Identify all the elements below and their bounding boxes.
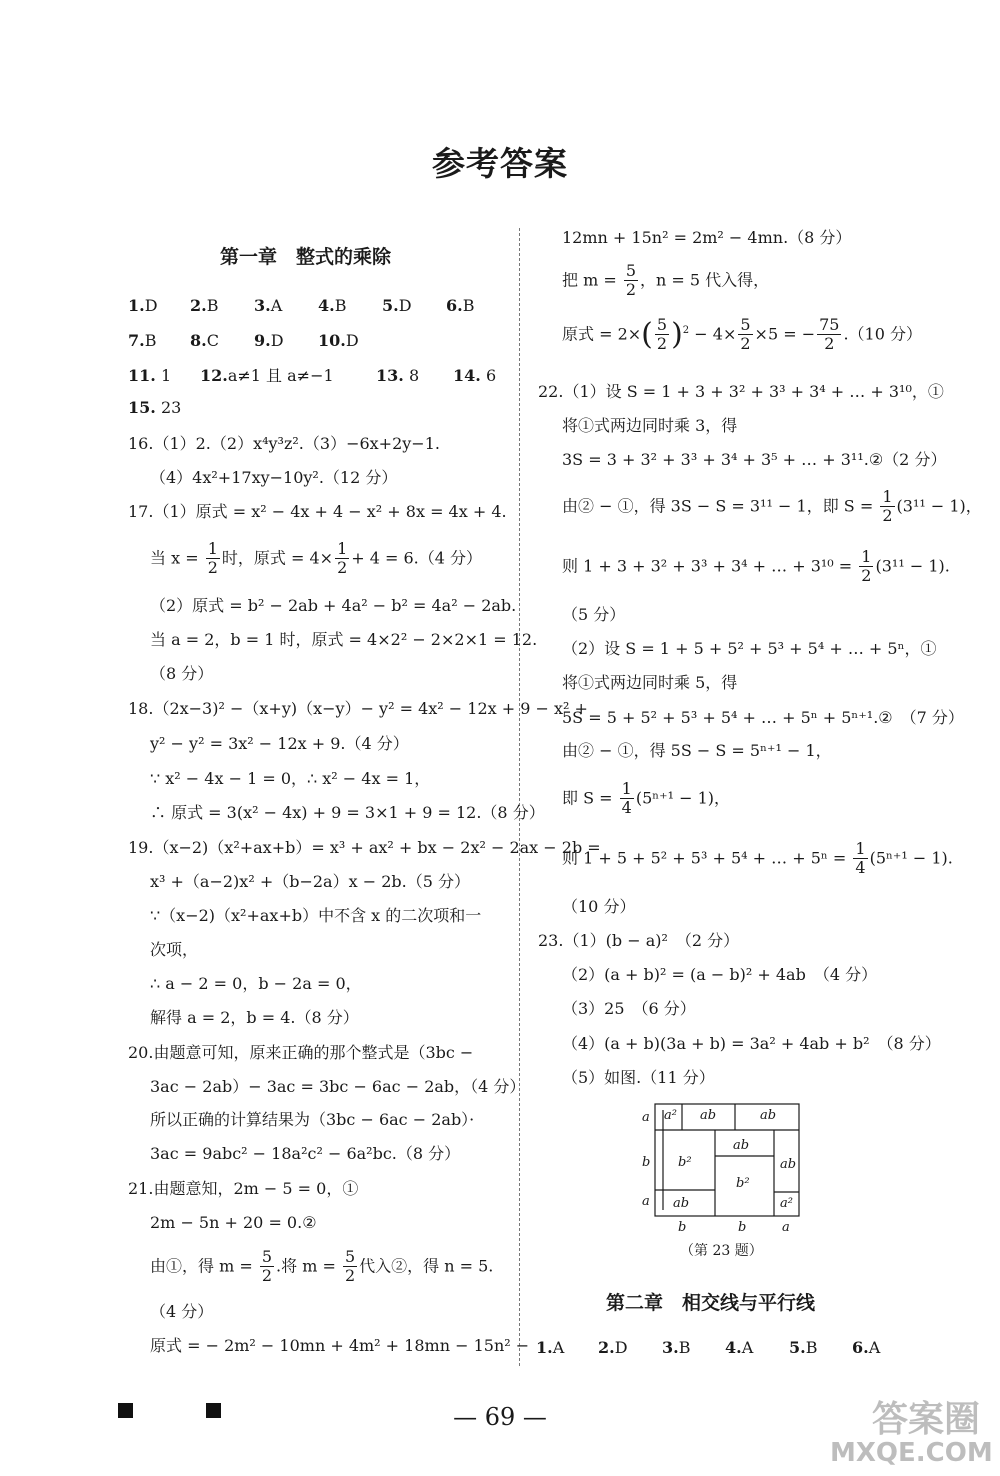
q22-line-13: （10 分）: [562, 897, 636, 916]
diagram-label: b²: [678, 1155, 692, 1170]
q17-line-4: 当 a = 2，b = 1 时，原式 = 4×2² − 2×2×1 = 12.: [150, 630, 538, 649]
q20-line-3: 所以正确的计算结果为（3bc − 6ac − 2ab）·: [150, 1110, 475, 1129]
fraction: $\frac{5}{2}$: [656, 315, 668, 354]
diagram-label: a²: [780, 1196, 793, 1211]
ch2-answer-4: 4.A: [725, 1338, 754, 1357]
page-title: 参考答案: [432, 144, 568, 183]
fraction: $\frac{5}{2}$: [344, 1247, 356, 1286]
diagram-label: b: [678, 1220, 687, 1235]
q23-line-5: （5）如图.（11 分）: [562, 1068, 715, 1087]
diagram-label: ab: [733, 1138, 750, 1153]
diagram-label: a: [782, 1220, 790, 1235]
chapter-2-heading: 第二章 相交线与平行线: [606, 1292, 816, 1314]
column-divider: [519, 228, 520, 1366]
ch2-mcq-row: [536, 1340, 916, 1360]
q16-line-2: （4）4x²+17xy−10y².（12 分）: [150, 468, 398, 487]
diagram-label: b: [738, 1220, 747, 1235]
fraction: $\frac{1}{2}$: [861, 547, 872, 586]
diagram-label: ab: [673, 1196, 690, 1211]
q20-line-2: 3ac − 2ab）− 3ac = 3bc − 6ac − 2ab，（4 分）: [150, 1077, 526, 1096]
answer-7: 7.B: [128, 331, 157, 350]
fraction: $\frac{75}{2}$: [819, 315, 840, 354]
fill-row: [128, 368, 498, 388]
chapter-1-heading: 第一章 整式的乘除: [220, 246, 392, 268]
q23-line-4: （4）(a + b)(3a + b) = 3a² + 4ab + b² （8 分）: [562, 1034, 941, 1053]
fraction: $\frac{1}{2}$: [337, 539, 348, 578]
diagram-label: b: [642, 1155, 651, 1170]
diagram-label: ab: [700, 1108, 717, 1123]
q21-line-1: 21.由题意知，2m − 5 = 0，①: [128, 1179, 359, 1198]
ch2-answer-2: 2.D: [598, 1338, 628, 1357]
q21-line-6: 12mn + 15n² = 2m² − 4mn.（8 分）: [562, 228, 852, 247]
page-number: — 69 —: [453, 1403, 547, 1431]
q22-line-7: （2）设 S = 1 + 5 + 5² + 5³ + 5⁴ + … + 5ⁿ，①: [562, 639, 937, 658]
diagram-label: b²: [736, 1176, 750, 1191]
diagram-caption: （第 23 题）: [680, 1243, 763, 1259]
q22-line-6: （5 分）: [562, 605, 626, 624]
q22-line-8: 将①式两边同时乘 5，得: [562, 673, 738, 692]
q23-line-1: 23.（1）(b − a)² （2 分）: [538, 931, 740, 950]
q19-line-1: 19.（x−2)（x²+ax+b）= x³ + ax² + bx − 2x² − 2ax − 2b =: [128, 838, 601, 857]
answer-3: 3.A: [254, 296, 283, 315]
q22-line-5: 则 1 + 3 + 3² + 3³ + 3⁴ + … + 3¹⁰ = $\frac{1}{2}$ (3¹¹ − 1).: [562, 547, 950, 586]
watermark-logo: 答案圈 MXQE.COM: [830, 1399, 993, 1468]
q18-line-3: ∵ x² − 4x − 1 = 0，∴ x² − 4x = 1，: [150, 769, 431, 788]
area-diagram: [640, 1100, 810, 1260]
q22-line-9: 5S = 5 + 5² + 5³ + 5⁴ + … + 5ⁿ + 5ⁿ⁺¹.② （7 分）: [562, 708, 964, 727]
q21-line-5: 原式 = − 2m² − 10mn + 4m² + 18mn − 15n² −: [150, 1336, 530, 1355]
q21-line-3: 由①，得 m = $\frac{5}{2}$ .将 m = $\frac{5}{2}$ 代入②，得 n = 5.: [150, 1247, 494, 1286]
fraction: $\frac{5}{2}$: [261, 1247, 273, 1286]
q22-line-11: 即 S = $\frac{1}{4}$ (5ⁿ⁺¹ − 1)，: [562, 779, 731, 818]
answer-11: 11. 1: [128, 366, 172, 385]
q19-line-5: ∴ a − 2 = 0，b − 2a = 0，: [150, 974, 362, 993]
q22-line-4: 由② − ①，得 3S − S = 3¹¹ − 1，即 S = $\frac{1}{2}$ (3¹¹ − 1)，: [562, 487, 982, 526]
q21-line-2: 2m − 5n + 20 = 0.②: [150, 1213, 317, 1232]
q22-line-1: 22.（1）设 S = 1 + 3 + 3² + 3³ + 3⁴ + … + 3¹⁰，①: [538, 382, 944, 401]
answer-4: 4.B: [318, 296, 347, 315]
q19-line-3: ∵（x−2)（x²+ax+b）中不含 x 的二次项和一: [150, 906, 482, 925]
answer-9: 9.D: [254, 331, 284, 350]
diagram-label: ab: [780, 1157, 797, 1172]
fraction: $\frac{1}{4}$: [621, 779, 632, 818]
answer-15: 15. 23: [128, 398, 182, 417]
q17-line-1: 17.（1）原式 = x² − 4x + 4 − x² + 8x = 4x + 4.: [128, 502, 507, 521]
q22-line-10: 由② − ①，得 5S − S = 5ⁿ⁺¹ − 1，: [562, 741, 832, 760]
fraction: $\frac{5}{2}$: [625, 261, 637, 300]
q19-line-2: x³ +（a−2)x² +（b−2a）x − 2b.（5 分）: [150, 872, 470, 891]
diagram-label: a: [642, 1194, 650, 1209]
ch2-answer-3: 3.B: [662, 1338, 691, 1357]
q18-line-4: ∴ 原式 = 3(x² − 4x) + 9 = 3×1 + 9 = 12.（8 分）: [150, 803, 545, 822]
ch2-answer-5: 5.B: [789, 1338, 818, 1357]
answer-13: 13. 8: [376, 366, 420, 385]
ch2-answer-1: 1.A: [536, 1338, 565, 1357]
mcq-row-1: [128, 298, 488, 318]
answer-12: 12.a≠1 且 a≠−1: [200, 366, 334, 385]
q17-line-5: （8 分）: [150, 664, 214, 683]
answer-8: 8.C: [190, 331, 219, 350]
area-diagram-svg: [640, 1100, 810, 1260]
diagram-label: ab: [760, 1108, 777, 1123]
q17-line-2: 当 x = $\frac{1}{2}$ 时，原式 = 4× $\frac{1}{2}$ + 4 = 6.（4 分）: [150, 539, 483, 578]
q20-line-1: 20.由题意可知，原来正确的那个整式是（3bc −: [128, 1043, 474, 1062]
q22-line-2: 将①式两边同时乘 3，得: [562, 416, 738, 435]
q17-line-3: （2）原式 = b² − 2ab + 4a² − b² = 4a² − 2ab.: [150, 596, 517, 615]
q19-line-6: 解得 a = 2，b = 4.（8 分）: [150, 1008, 359, 1027]
q21-line-7: 把 m = $\frac{5}{2}$ ，n = 5 代入得，: [562, 261, 770, 300]
q22-line-12: 则 1 + 5 + 5² + 5³ + 5⁴ + … + 5ⁿ = $\frac{1}{4}$ (5ⁿ⁺¹ − 1).: [562, 839, 953, 878]
q19-line-4: 次项，: [150, 940, 199, 959]
q23-line-3: （3）25 （6 分）: [562, 999, 696, 1018]
q21-line-8: 原式 = 2×( $\frac{5}{2}$ )$^2$ − 4× $\frac{5}{2}$ ×5 = − $\frac{75}{2}$ .（10 分）: [562, 315, 923, 354]
q21-line-4: （4 分）: [150, 1302, 214, 1321]
q20-line-4: 3ac = 9abc² − 18a²c² − 6a²bc.（8 分）: [150, 1144, 461, 1163]
answer-2: 2.B: [190, 296, 219, 315]
ch2-answer-6: 6.A: [852, 1338, 881, 1357]
answer-6: 6.B: [446, 296, 475, 315]
answer-14: 14. 6: [453, 366, 497, 385]
diagram-label: a: [642, 1110, 650, 1125]
q18-line-2: y² − y² = 3x² − 12x + 9.（4 分）: [150, 734, 409, 753]
footer-square: [206, 1403, 221, 1418]
q18-line-1: 18.（2x−3)² −（x+y)（x−y）− y² = 4x² − 12x + 9 − x² +: [128, 699, 588, 718]
q23-line-2: （2）(a + b)² = (a − b)² + 4ab （4 分）: [562, 965, 878, 984]
q22-line-3: 3S = 3 + 3² + 3³ + 3⁴ + 3⁵ + … + 3¹¹.②（2 分）: [562, 450, 947, 469]
answer-1: 1.D: [128, 296, 158, 315]
fraction: $\frac{1}{2}$: [882, 487, 893, 526]
fraction: $\frac{1}{2}$: [207, 539, 218, 578]
diagram-label: a²: [664, 1108, 677, 1123]
answer-10: 10.D: [318, 331, 359, 350]
answer-5: 5.D: [382, 296, 412, 315]
footer-square: [118, 1403, 133, 1418]
fraction: $\frac{5}{2}$: [740, 315, 751, 354]
mcq-row-2: [128, 333, 488, 353]
fraction: $\frac{1}{4}$: [855, 839, 866, 878]
q16-line-1: 16.（1）2.（2）x⁴y³z².（3）−6x+2y−1.: [128, 434, 440, 453]
